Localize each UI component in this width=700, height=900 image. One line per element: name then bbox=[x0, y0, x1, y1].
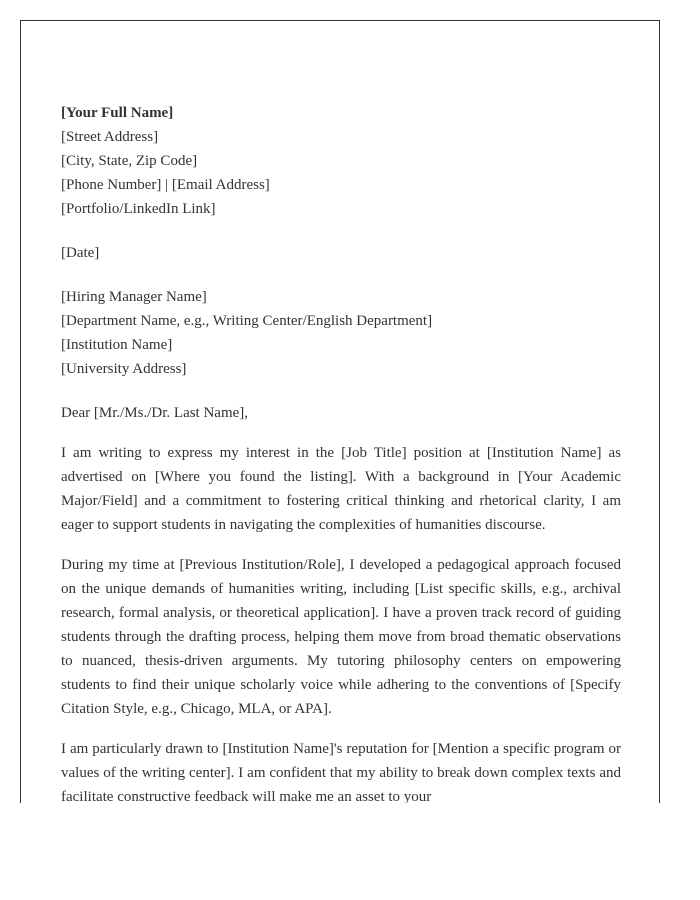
recipient-block bbox=[61, 285, 621, 381]
recipient-address: [University Address] bbox=[61, 361, 187, 377]
recipient-department: [Department Name, e.g., Writing Center/English Department] bbox=[61, 313, 433, 329]
sender-phone-email: [Phone Number] | [Email Address] bbox=[61, 177, 270, 193]
sender-name: [Your Full Name] bbox=[61, 105, 174, 121]
sender-city-state-zip: [City, State, Zip Code] bbox=[61, 153, 198, 169]
recipient-name: [Hiring Manager Name] bbox=[61, 289, 207, 305]
letter-date: [Date] bbox=[61, 245, 100, 261]
sender-street: [Street Address] bbox=[61, 129, 159, 145]
body-paragraph-2: During my time at [Previous Institution/Role], I developed a pedagogical approach focused on the unique demands of humanities writing, including [List specific skills, e.g., archival research, formal analysis, or theoretical application]. I have a proven track record of guiding students through the drafting process, helping them move from broad thematic observations to nuanced, thesis-driven arguments. My tutoring philosophy centers on empowering students to find their unique scholarly voice while adhering to the conventions of [Specify Citation Style, e.g., Chicago, MLA, or APA]. bbox=[61, 557, 621, 717]
salutation-block bbox=[61, 401, 621, 425]
letter-content bbox=[61, 101, 621, 803]
sender-block bbox=[61, 101, 621, 221]
body-paragraph-1: I am writing to express my interest in the [Job Title] position at [Institution Name] as advertised on [Where you found the listing]. With a background in [Your Academic Major/Field] and a commitment to fostering critical thinking and rhetorical clarity, I am eager to support students in navigating the complexities of humanities discourse. bbox=[61, 445, 621, 533]
recipient-institution: [Institution Name] bbox=[61, 337, 173, 353]
salutation: Dear [Mr./Ms./Dr. Last Name], bbox=[61, 405, 249, 421]
body-paragraph-3: I am particularly drawn to [Institution Name]'s reputation for [Mention a specific program or values of the writing center]. I am confident that my ability to break down complex texts and facilitate constructive feedback will make me an asset to your bbox=[61, 741, 621, 803]
letter-page bbox=[20, 20, 660, 803]
sender-portfolio: [Portfolio/LinkedIn Link] bbox=[61, 201, 216, 217]
date-block bbox=[61, 241, 621, 265]
